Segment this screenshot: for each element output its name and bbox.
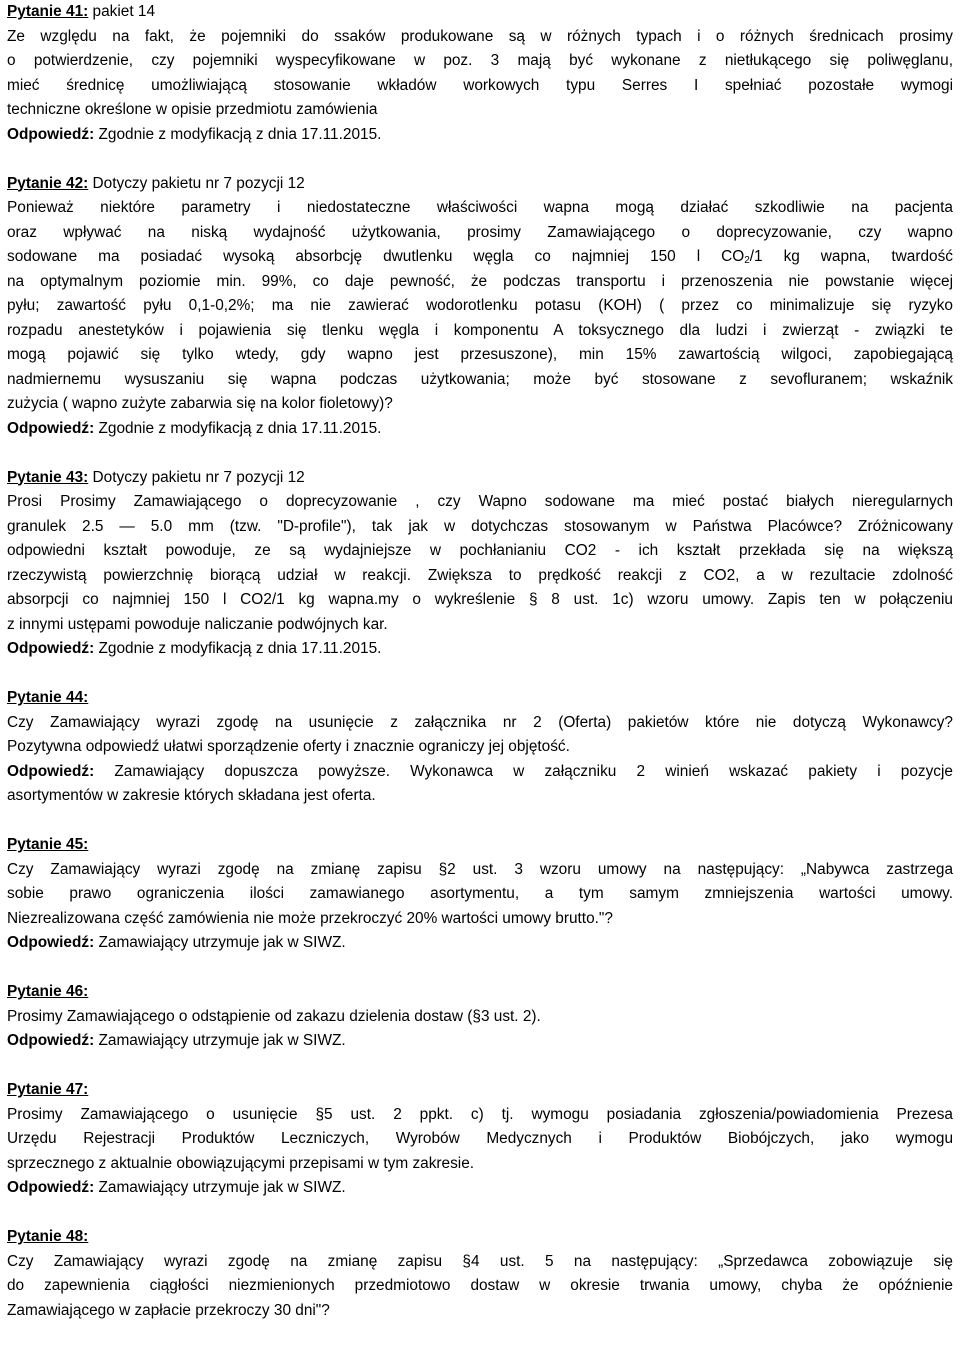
answer-line: [7, 637, 953, 662]
question-subject: Dotyczy pakietu nr 7 pozycji 12: [88, 174, 305, 192]
question-text-line: Czy Zamawiający wyrazi zgodę na zmianę zapisu §4 ust. 5 na następujący: „Sprzedawca zobowiązuje się: [7, 1252, 953, 1270]
question-text-line: Ze względu na fakt, że pojemniki do ssaków produkowane są w różnych typach i o różnych średnicach prosimy: [7, 27, 953, 45]
question-number: Pytanie 44:: [7, 689, 89, 706]
question-text-line: Zamawiającego w zapłacie przekroczy 30 dni"?: [7, 1301, 330, 1319]
answer-line: [7, 123, 953, 148]
question-42: [7, 172, 953, 442]
question-title: [7, 172, 953, 197]
question-text-line: pyłu; zawartość pyłu 0,1-0,2%; ma nie zawierać wodorotlenku potasu (KOH) ( przez co minimalizuje się ryzyko: [7, 297, 953, 314]
question-text-line: techniczne określone w opisie przedmiotu zamówienia: [7, 101, 378, 118]
answer-text: Zamawiający utrzymuje jak w SIWZ.: [94, 1032, 346, 1049]
question-text-line: Pozytywna odpowiedź ułatwi sporządzenie oferty i znacznie ograniczy jej objętość.: [7, 738, 570, 755]
question-number: Pytanie 47:: [7, 1081, 89, 1098]
question-text-line: absorpcji co najmniej 150 l CO2/1 kg wapna.my o wykreślenie § 8 ust. 1c) wzoru umowy. Zapis ten w połączeniu: [7, 591, 953, 608]
answer-label: Odpowiedź:: [7, 419, 95, 437]
question-title: [7, 980, 953, 1005]
question-title: [7, 0, 953, 25]
question-48: [7, 1225, 953, 1323]
answer-label: Odpowiedź:: [7, 1032, 95, 1049]
question-text-line: [7, 245, 953, 270]
question-text-line: sprzecznego z aktualnie obowiązującymi przepisami w tym zakresie.: [7, 1154, 475, 1172]
question-text-line: rzeczywistą powierzchnię biorącą udział w reakcji. Zwiększa to prędkość reakcji z CO2, a w rezultacie zdolność: [7, 566, 953, 584]
question-text-line: Urzędu Rejestracji Produktów Leczniczych, Wyrobów Medycznych i Produktów Biobójczych, jako wymogu: [7, 1130, 953, 1147]
question-text-line: mieć średnicę umożliwiającą stosowanie wkładów workowych typu Serres I spełniać pozostałe wymogi: [7, 76, 953, 94]
answer-label: Odpowiedź:: [7, 762, 95, 780]
question-title: [7, 1078, 953, 1103]
question-text-line: z innymi ustępami powoduje naliczanie podwójnych kar.: [7, 615, 388, 633]
question-text-line: Prosimy Zamawiającego o odstąpienie od zakazu dzielenia dostaw (§3 ust. 2).: [7, 1007, 541, 1025]
answer-line: asortymentów w zakresie których składana jest oferta.: [7, 787, 376, 804]
answer-label: Odpowiedź:: [7, 934, 95, 951]
answer-text: Zamawiający utrzymuje jak w SIWZ.: [94, 1179, 346, 1196]
answer-label: Odpowiedź:: [7, 125, 95, 143]
answer-text: Zgodnie z modyfikacją z dnia 17.11.2015.: [94, 640, 382, 657]
question-text-line: na optymalnym poziomie min. 99%, co daje pewność, że podczas transportu i przenoszenia nie powstanie więcej: [7, 272, 953, 290]
co2-tail: /1 kg wapna, twardość: [749, 248, 953, 265]
question-text-line: Prosimy Zamawiającego o usunięcie §5 ust. 2 ppkt. c) tj. wymogu posiadania zgłoszenia/powiadomienia Prezesa: [7, 1105, 953, 1123]
question-text-line: granulek 2.5 — 5.0 mm (tzw. "D-profile"), tak jak w dotychczas stosowanym w Państwa Placówce? Zróżnicowany: [7, 517, 953, 535]
question-title: [7, 466, 953, 491]
question-number: Pytanie 45:: [7, 836, 89, 853]
question-subject: Dotyczy pakietu nr 7 pozycji 12: [88, 468, 305, 486]
question-text-line: Czy Zamawiający wyrazi zgodę na zmianę zapisu §2 ust. 3 wzoru umowy na następujący: „Nabywca zastrzega: [7, 860, 953, 878]
question-number: Pytanie 42:: [7, 174, 89, 192]
question-text-line: do zapewnienia ciągłości niezmienionych przedmiotowo dostaw w okresie trwania umowy, chyba że opóźnienie: [7, 1277, 953, 1294]
question-text-line: sobie prawo ograniczenia ilości zamawianego asortymentu, a tym samym zmniejszenia wartości umowy.: [7, 885, 953, 902]
question-text-line: zużycia ( wapno zużyte zabarwia się na kolor fioletowy)?: [7, 395, 393, 412]
question-text-line: nadmiernemu wysuszaniu się wapna podczas użytkowania; może być stosowane z sevofluranem; wskaźnik: [7, 370, 953, 388]
answer-label: Odpowiedź:: [7, 640, 95, 657]
question-number: Pytanie 43:: [7, 468, 89, 486]
question-subject: pakiet 14: [88, 3, 156, 20]
question-text-line: o potwierdzenie, czy pojemniki wyspecyfikowane w poz. 3 mają być wykonane z nietłukącego się poliwęglanu,: [7, 52, 953, 69]
question-41: [7, 0, 953, 147]
question-number: Pytanie 46:: [7, 983, 89, 1000]
question-text-line: Prosi Prosimy Zamawiającego o doprecyzowanie , czy Wapno sodowane ma mieć postać białych nieregularnych: [7, 493, 953, 510]
question-text-line: Ponieważ niektóre parametry i niedostateczne właściwości wapna mogą działać szkodliwie na pacjenta: [7, 199, 953, 216]
question-title: [7, 1225, 953, 1250]
answer-line: [7, 417, 953, 442]
question-number: Pytanie 41:: [7, 3, 89, 20]
question-text-line: mogą pojawić się tylko wtedy, gdy wapno jest przesuszone), min 15% zawartością wilgoci, zapobiegającą: [7, 346, 953, 363]
question-text-line: oraz wpływać na niską wydajność użytkowania, prosimy Zamawiającego o doprecyzowanie, czy wapno: [7, 223, 953, 241]
question-45: [7, 833, 953, 956]
answer-label: Odpowiedź:: [7, 1179, 95, 1196]
question-text-line: odpowiedni kształt powoduje, ze są wydajniejsze w pochłanianiu CO2 - ich kształt przekłada się na większą: [7, 542, 953, 559]
co2-text: sodowane ma posiadać wysoką absorbcję dwutlenku węgla co najmniej 150 l CO: [7, 248, 745, 265]
question-title: [7, 833, 953, 858]
question-47: [7, 1078, 953, 1201]
question-text-line: Niezrealizowana część zamówienia nie może przekroczyć 20% wartości umowy brutto."?: [7, 909, 613, 927]
co2-subscript: 2: [744, 255, 750, 266]
answer-line: [7, 931, 953, 956]
question-43: [7, 466, 953, 662]
question-number: Pytanie 48:: [7, 1228, 89, 1245]
answer-text: Zgodnie z modyfikacją z dnia 17.11.2015.: [94, 125, 382, 143]
answer-text: Zamawiający utrzymuje jak w SIWZ.: [94, 934, 346, 951]
answer-line: [7, 1176, 953, 1201]
question-44: [7, 686, 953, 809]
answer-text: Zamawiający dopuszcza powyższe. Wykonawca w załączniku 2 winień wskazać pakiety i pozycje: [94, 762, 953, 780]
question-text-line: rozpadu anestetyków i pojawienia się tlenku węgla i komponentu A toksycznego dla ludzi i zwierząt - związki te: [7, 321, 953, 339]
question-46: [7, 980, 953, 1054]
answer-text: Zgodnie z modyfikacją z dnia 17.11.2015.: [94, 419, 382, 437]
question-title: [7, 686, 953, 711]
answer-line: [7, 1029, 953, 1054]
answer-line: [7, 760, 953, 785]
question-text-line: Czy Zamawiający wyrazi zgodę na usunięcie z załącznika nr 2 (Oferta) pakietów które nie dotyczą Wykonawcy?: [7, 713, 953, 731]
